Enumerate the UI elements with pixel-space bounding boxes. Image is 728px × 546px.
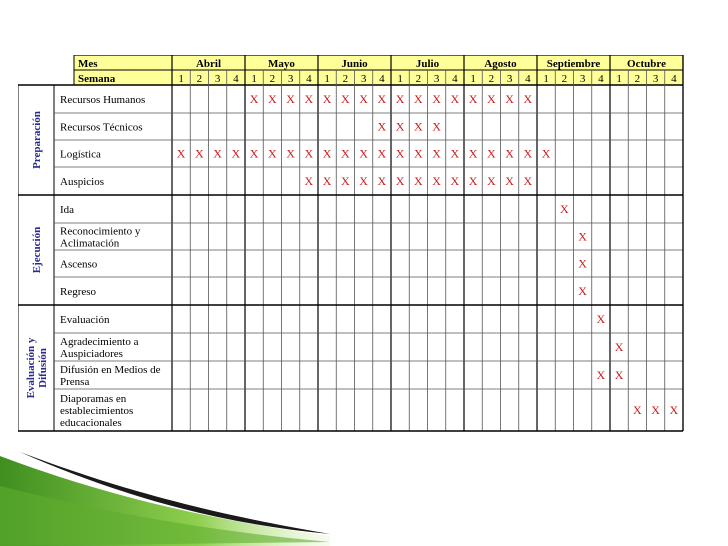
- schedule-mark: X: [651, 403, 660, 417]
- schedule-mark: X: [268, 146, 277, 161]
- month-header: Junio: [341, 58, 368, 70]
- week-number: 4: [233, 73, 239, 85]
- activity-label: Reconocimiento y: [60, 225, 141, 238]
- week-number: 1: [324, 73, 330, 85]
- schedule-mark: X: [578, 256, 587, 271]
- month-header: Agosto: [484, 58, 517, 70]
- schedule-mark: X: [487, 146, 496, 161]
- schedule-mark: X: [359, 174, 368, 188]
- week-number: 1: [397, 73, 403, 85]
- week-number: 3: [360, 73, 367, 85]
- schedule-mark: X: [669, 403, 679, 417]
- schedule-mark: X: [359, 146, 368, 161]
- activity-label: educacionales: [60, 417, 122, 429]
- schedule-mark: X: [450, 146, 460, 161]
- month-header: Julio: [415, 58, 440, 70]
- week-number: 1: [543, 73, 549, 85]
- week-number: 3: [579, 73, 586, 85]
- schedule-mark: X: [341, 92, 350, 106]
- schedule-mark: X: [395, 146, 405, 161]
- schedule-mark: X: [322, 92, 332, 106]
- week-number: 4: [306, 73, 312, 85]
- activity-label: Evaluación: [60, 314, 110, 326]
- schedule-mark: X: [414, 92, 423, 106]
- week-number: 4: [452, 73, 458, 85]
- activity-label: Aclimatación: [60, 237, 120, 250]
- schedule-mark: X: [377, 119, 387, 134]
- schedule-mark: X: [195, 146, 204, 161]
- schedule-mark: X: [304, 174, 314, 188]
- phase-group-label: Ejecución: [31, 226, 43, 274]
- schedule-mark: X: [176, 146, 186, 161]
- activity-label: Recursos Humanos: [60, 94, 146, 106]
- schedule-mark: X: [578, 284, 587, 298]
- schedule-mark: X: [341, 146, 350, 161]
- schedule-mark: X: [322, 174, 332, 188]
- week-number: 3: [652, 73, 659, 85]
- schedule-mark: X: [432, 119, 441, 134]
- green-swoosh-decoration: [0, 446, 728, 546]
- week-number: 4: [598, 73, 604, 85]
- schedule-mark: X: [213, 146, 222, 161]
- week-number: 4: [525, 73, 531, 85]
- activity-label: Auspicios: [60, 176, 104, 188]
- gantt-table: [18, 55, 708, 455]
- week-number: 3: [287, 73, 294, 85]
- week-number: 3: [433, 73, 440, 85]
- schedule-mark: X: [377, 174, 387, 188]
- week-number: 3: [506, 73, 513, 85]
- schedule-mark: X: [523, 92, 533, 106]
- schedule-mark: X: [231, 146, 241, 161]
- week-number: 2: [196, 73, 203, 85]
- month-header: Mayo: [268, 58, 295, 70]
- schedule-mark: X: [450, 174, 460, 188]
- schedule-mark: X: [432, 174, 441, 188]
- schedule-mark: X: [268, 92, 277, 106]
- week-number: 1: [251, 73, 257, 85]
- activity-label: Ascenso: [60, 258, 98, 271]
- schedule-mark: X: [578, 229, 587, 244]
- month-header: Abril: [195, 58, 222, 70]
- activity-label: Agradecimiento a: [60, 336, 139, 348]
- schedule-mark: X: [432, 92, 441, 106]
- activity-label: Regreso: [60, 286, 97, 298]
- week-number: 4: [379, 73, 385, 85]
- schedule-mark: X: [487, 174, 496, 188]
- schedule-mark: X: [505, 92, 514, 106]
- week-number: 1: [470, 73, 476, 85]
- mes-label: Mes: [78, 58, 98, 70]
- schedule-mark: X: [377, 146, 387, 161]
- activity-label: Prensa: [60, 376, 90, 388]
- activity-label: Diaporamas en: [60, 393, 127, 405]
- schedule-mark: X: [359, 92, 368, 106]
- week-number: 4: [671, 73, 677, 85]
- activity-label: establecimientos: [60, 405, 134, 417]
- week-number: 2: [634, 73, 641, 85]
- schedule-mark: X: [414, 146, 423, 161]
- schedule-mark: X: [322, 146, 332, 161]
- week-number: 2: [269, 73, 276, 85]
- schedule-mark: X: [377, 92, 387, 106]
- week-number: 1: [616, 73, 622, 85]
- schedule-mark: X: [286, 92, 295, 106]
- schedule-mark: X: [596, 312, 606, 326]
- schedule-mark: X: [468, 146, 478, 161]
- activity-label: Difusión en Medios de: [60, 364, 161, 376]
- schedule-mark: X: [596, 368, 606, 382]
- schedule-mark: X: [487, 92, 496, 106]
- activity-label: Ida: [60, 204, 75, 216]
- week-number: 2: [561, 73, 568, 85]
- activity-label: Auspiciadores: [60, 348, 123, 360]
- schedule-mark: X: [414, 174, 423, 188]
- semana-label: Semana: [78, 73, 116, 85]
- schedule-mark: X: [304, 146, 314, 161]
- schedule-mark: X: [614, 340, 624, 354]
- schedule-mark: X: [468, 174, 478, 188]
- schedule-mark: X: [304, 92, 314, 106]
- phase-group-label: Preparación: [31, 111, 43, 169]
- week-number: 2: [342, 73, 349, 85]
- schedule-mark: X: [505, 174, 514, 188]
- schedule-mark: X: [560, 202, 569, 216]
- schedule-mark: X: [541, 146, 551, 161]
- schedule-mark: X: [505, 146, 514, 161]
- schedule-mark: X: [395, 174, 405, 188]
- week-number: 2: [415, 73, 422, 85]
- schedule-mark: X: [523, 174, 533, 188]
- month-header: Septiembre: [546, 58, 601, 70]
- schedule-mark: X: [249, 146, 259, 161]
- schedule-mark: X: [614, 368, 624, 382]
- schedule-mark: X: [523, 146, 533, 161]
- week-number: 3: [214, 73, 221, 85]
- schedule-mark: X: [468, 92, 478, 106]
- week-number: 1: [178, 73, 184, 85]
- schedule-mark: X: [395, 119, 405, 134]
- schedule-mark: X: [341, 174, 350, 188]
- schedule-mark: X: [450, 92, 460, 106]
- month-header: Octubre: [627, 58, 666, 70]
- schedule-mark: X: [633, 403, 642, 417]
- week-number: 2: [488, 73, 495, 85]
- phase-group-label: Evaluación yDifusión: [25, 337, 49, 399]
- schedule-mark: X: [249, 92, 259, 106]
- schedule-mark: X: [432, 146, 441, 161]
- activity-label: Recursos Técnicos: [60, 121, 143, 134]
- activity-label: Logística: [60, 148, 101, 161]
- schedule-mark: X: [286, 146, 295, 161]
- schedule-mark: X: [414, 119, 423, 134]
- schedule-mark: X: [395, 92, 405, 106]
